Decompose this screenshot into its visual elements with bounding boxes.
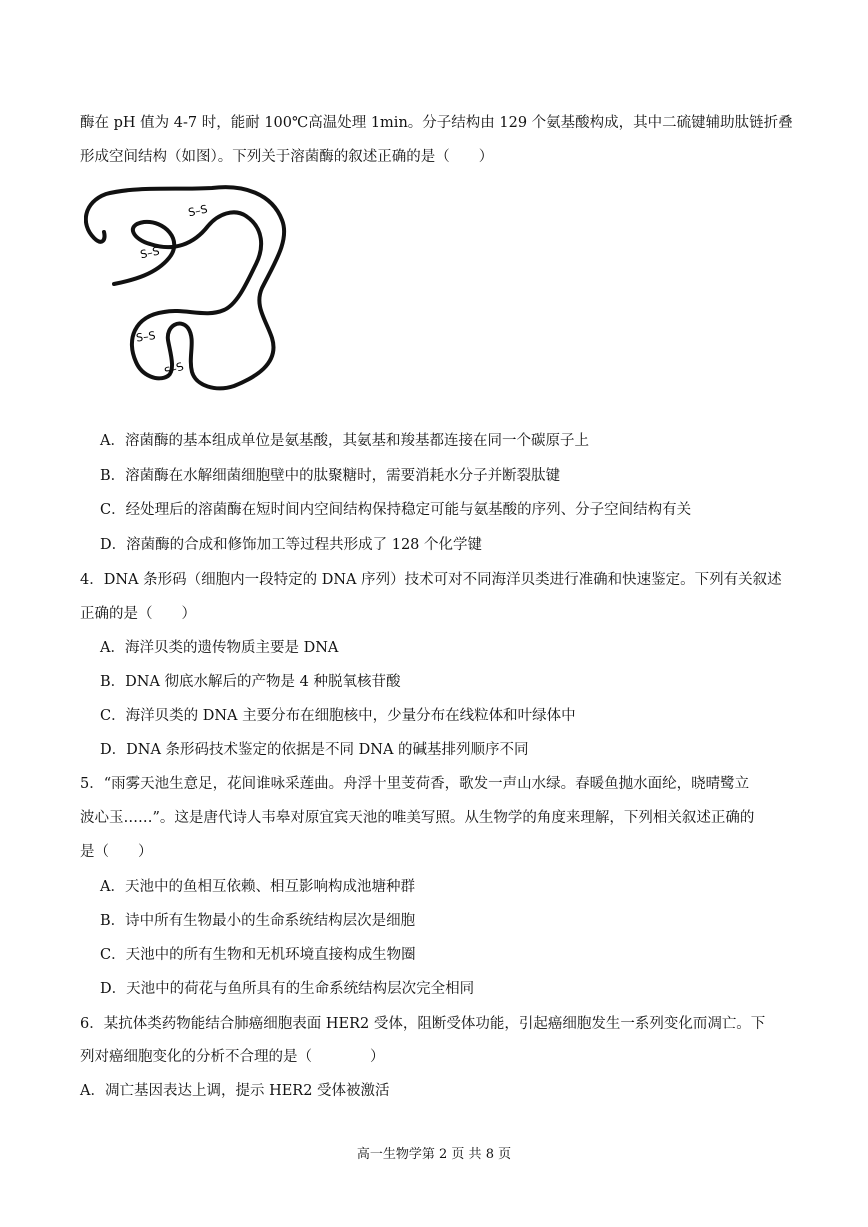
- q3-option-c: C．经处理后的溶菌酶在短时间内空间结构保持稳定可能与氨基酸的序列、分子空间结构有关: [100, 502, 692, 518]
- lysozyme-structure-figure: [84, 180, 304, 400]
- q4-option-c: C．海洋贝类的 DNA 主要分布在细胞核中，少量分布在线粒体和叶绿体中: [100, 708, 576, 724]
- disulfide-bond-label-4: S–S: [162, 359, 186, 379]
- q4-option-a: A．海洋贝类的遗传物质主要是 DNA: [100, 640, 339, 656]
- disulfide-bond-label-2: S–S: [139, 244, 161, 262]
- q4-option-d: D．DNA 条形码技术鉴定的依据是不同 DNA 的碱基排列顺序不同: [100, 742, 529, 758]
- q5-option-d: D．天池中的荷花与鱼所具有的生命系统结构层次完全相同: [100, 981, 475, 997]
- q5-option-c: C．天池中的所有生物和无机环境直接构成生物圈: [100, 947, 416, 963]
- q3-stem-line-1: 酶在 pH 值为 4-7 时，能耐 100℃高温处理 1min。分子结构由 129 个氨基酸构成，其中二硫键辅助肽链折叠: [80, 115, 793, 131]
- disulfide-bond-label-1: S–S: [187, 202, 209, 220]
- q6-stem-line-2: 列对癌细胞变化的分析不合理的是（ ）: [80, 1049, 385, 1065]
- q6-stem-line-1: 6．某抗体类药物能结合肺癌细胞表面 HER2 受体，阻断受体功能，引起癌细胞发生一系列变化而凋亡。下: [80, 1016, 766, 1032]
- q3-option-d: D．溶菌酶的合成和修饰加工等过程共形成了 128 个化学键: [100, 537, 483, 553]
- q4-option-b: B．DNA 彻底水解后的产物是 4 种脱氧核苷酸: [100, 674, 401, 690]
- q4-stem-line-1: 4．DNA 条形码（细胞内一段特定的 DNA 序列）技术可对不同海洋贝类进行准确和快速鉴定。下列有关叙述: [80, 572, 782, 588]
- q5-option-b: B．诗中所有生物最小的生命系统结构层次是细胞: [100, 913, 416, 929]
- q6-option-a: A．凋亡基因表达上调，提示 HER2 受体被激活: [80, 1083, 390, 1099]
- q3-option-b: B．溶菌酶在水解细菌细胞壁中的肽聚糖时，需要消耗水分子并断裂肽键: [100, 468, 561, 484]
- q3-option-a: A．溶菌酶的基本组成单位是氨基酸，其氨基和羧基都连接在同一个碳原子上: [100, 433, 589, 449]
- q3-stem-line-2: 形成空间结构（如图）。下列关于溶菌酶的叙述正确的是（ ）: [80, 149, 494, 165]
- q5-stem-line-1: 5．“雨雾天池生意足，花间谁咏采莲曲。舟浮十里芰荷香，歌发一声山水绿。春暖鱼抛水面纶，晓晴鹭立: [80, 776, 750, 792]
- q4-stem-line-2: 正确的是（ ）: [80, 606, 196, 622]
- page-footer: 高一生物学第 2 页 共 8 页: [356, 1147, 512, 1162]
- q5-stem-line-2: 波心玉……”。这是唐代诗人韦皋对原宜宾天池的唯美写照。从生物学的角度来理解，下列相关叙述正确的: [80, 810, 755, 826]
- q5-stem-line-3: 是（ ）: [80, 844, 153, 860]
- peptide-chain: [86, 187, 284, 388]
- q5-option-a: A．天池中的鱼相互依赖、相互影响构成池塘种群: [100, 879, 415, 895]
- disulfide-bond-label-3: S–S: [135, 329, 157, 345]
